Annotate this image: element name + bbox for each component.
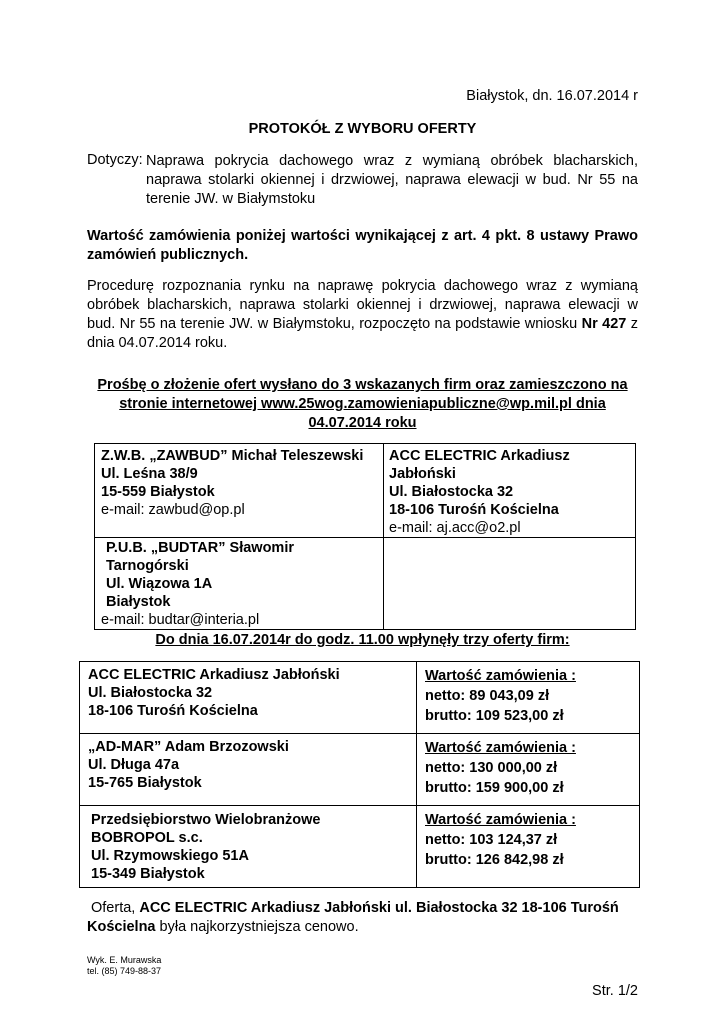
offer-firm-line: Ul. Długa 47a [88,757,180,773]
subject-line: naprawa stolarki okiennej i drzwiowej, naprawa elewacji w bud. Nr 55 na [146,172,638,188]
offer-firm-line: Ul. Białostocka 32 [88,685,213,701]
firm-line: Ul. Leśna 38/9 [101,466,198,482]
value-note-line: Wartość zamówienia poniżej wartości wynikającej z art. 4 pkt. 8 ustawy Prawo [87,228,638,244]
procedure-line [87,315,638,334]
table-row [80,806,640,888]
request-number: Nr 427 [581,316,627,332]
firm-line: Ul. Białostocka 32 [389,484,514,500]
offer-firm-cell [80,662,417,734]
document-title: PROTOKÓŁ Z WYBORU OFERTY [248,121,477,137]
offer-value-label: Wartość zamówienia : [425,812,576,828]
request-note-line: stronie internetowej www.25wog.zamowieniapubliczne@wp.mil.pl dnia [119,396,606,412]
author-phone: tel. (85) 749-88-37 [87,966,162,976]
offer-brutto: brutto: 109 523,00 zł [425,708,564,724]
offer-firm-line: 18-106 Turośń Kościelna [88,703,258,719]
offer-value-cell [417,806,640,888]
conclusion-line [87,899,638,918]
winning-firm-city: Kościelna [87,919,156,935]
offer-firm-line: „AD-MAR” Adam Brzozowski [88,739,289,755]
table-row [80,662,640,734]
subject-label: Dotyczy: [87,152,143,168]
conclusion [87,899,638,937]
conclusion-suffix: była najkorzystniejsza cenowo. [155,919,359,935]
offer-netto: netto: 89 043,09 zł [425,688,550,704]
request-note [87,376,638,433]
offer-firm-line: BOBROPOL s.c. [91,830,203,846]
author-name: Wyk. E. Murawska [87,955,162,965]
firm-line: Ul. Wiązowa 1A [106,576,213,592]
offer-firm-cell [80,806,417,888]
offer-brutto: brutto: 159 900,00 zł [425,780,564,796]
request-note-line: 04.07.2014 roku [308,415,417,431]
value-note [87,227,638,265]
procedure-line-text: bud. Nr 55 na terenie JW. w Białymstoku, rozpoczęto na podstawie wniosku [87,316,582,332]
procedure-line: obróbek blacharskich, naprawa stolarki okiennej i drzwiowej, naprawa elewacji w [87,297,638,313]
offer-value-cell [417,662,640,734]
offer-firm-cell [80,734,417,806]
firm-email: e-mail: zawbud@op.pl [101,502,245,518]
winning-firm: ACC ELECTRIC Arkadiusz Jabłoński ul. Białostocka 32 18-106 Turośń [139,900,619,916]
subject-text [146,152,638,209]
offer-netto: netto: 130 000,00 zł [425,760,558,776]
offer-firm-line: Ul. Rzymowskiego 51A [91,848,249,864]
empty-cell [384,538,636,630]
procedure-paragraph [87,277,638,353]
conclusion-prefix: Oferta, [91,900,140,916]
value-note-line: zamówień publicznych. [87,247,249,263]
firm-cell [95,444,384,538]
firm-line: 15-559 Białystok [101,484,215,500]
offer-value-label: Wartość zamówienia : [425,740,576,756]
procedure-line: dnia 04.07.2014 roku. [87,335,228,351]
firm-line: P.U.B. „BUDTAR” Sławomir [106,540,294,556]
procedure-line-end: z [626,316,638,332]
footer-author [87,955,161,977]
firm-cell [95,538,384,630]
offers-table [79,661,640,888]
table-row [95,538,636,630]
offer-value-cell [417,734,640,806]
firm-line: ACC ELECTRIC Arkadiusz [389,448,570,464]
offer-netto: netto: 103 124,37 zł [425,832,558,848]
firm-line: Z.W.B. „ZAWBUD” Michał Teleszewski [101,448,364,464]
subject-line: terenie JW. w Białymstoku [146,191,316,207]
request-note-line: Prośbę o złożenie ofert wysłano do 3 wskazanych firm oraz zamieszczono na [97,377,628,393]
offer-brutto: brutto: 126 842,98 zł [425,852,564,868]
offers-heading: Do dnia 16.07.2014r do godz. 11.00 wpłynęły trzy oferty firm: [155,632,570,648]
offer-firm-line: ACC ELECTRIC Arkadiusz Jabłoński [88,667,340,683]
offer-firm-line: Przedsiębiorstwo Wielobranżowe [91,812,321,828]
firm-line: 18-106 Turośń Kościelna [389,502,559,518]
firm-cell [384,444,636,538]
firm-line: Białystok [106,594,171,610]
procedure-line: Procedurę rozpoznania rynku na naprawę pokrycia dachowego wraz z wymianą [87,278,638,294]
table-row [95,444,636,538]
firm-line: Tarnogórski [106,558,189,574]
firm-line: Jabłoński [389,466,456,482]
offer-firm-line: 15-765 Białystok [88,775,202,791]
table-row [80,734,640,806]
offer-firm-line: 15-349 Białystok [91,866,205,882]
conclusion-line [87,918,638,937]
offer-value-label: Wartość zamówienia : [425,668,576,684]
place-date: Białystok, dn. 16.07.2014 r [466,88,638,104]
firms-table [94,443,636,630]
subject-line: Naprawa pokrycia dachowego wraz z wymianą obróbek blacharskich, [146,153,638,169]
firm-email: e-mail: budtar@interia.pl [101,612,260,628]
page-number: Str. 1/2 [592,983,638,999]
firm-email: e-mail: aj.acc@o2.pl [389,520,521,536]
